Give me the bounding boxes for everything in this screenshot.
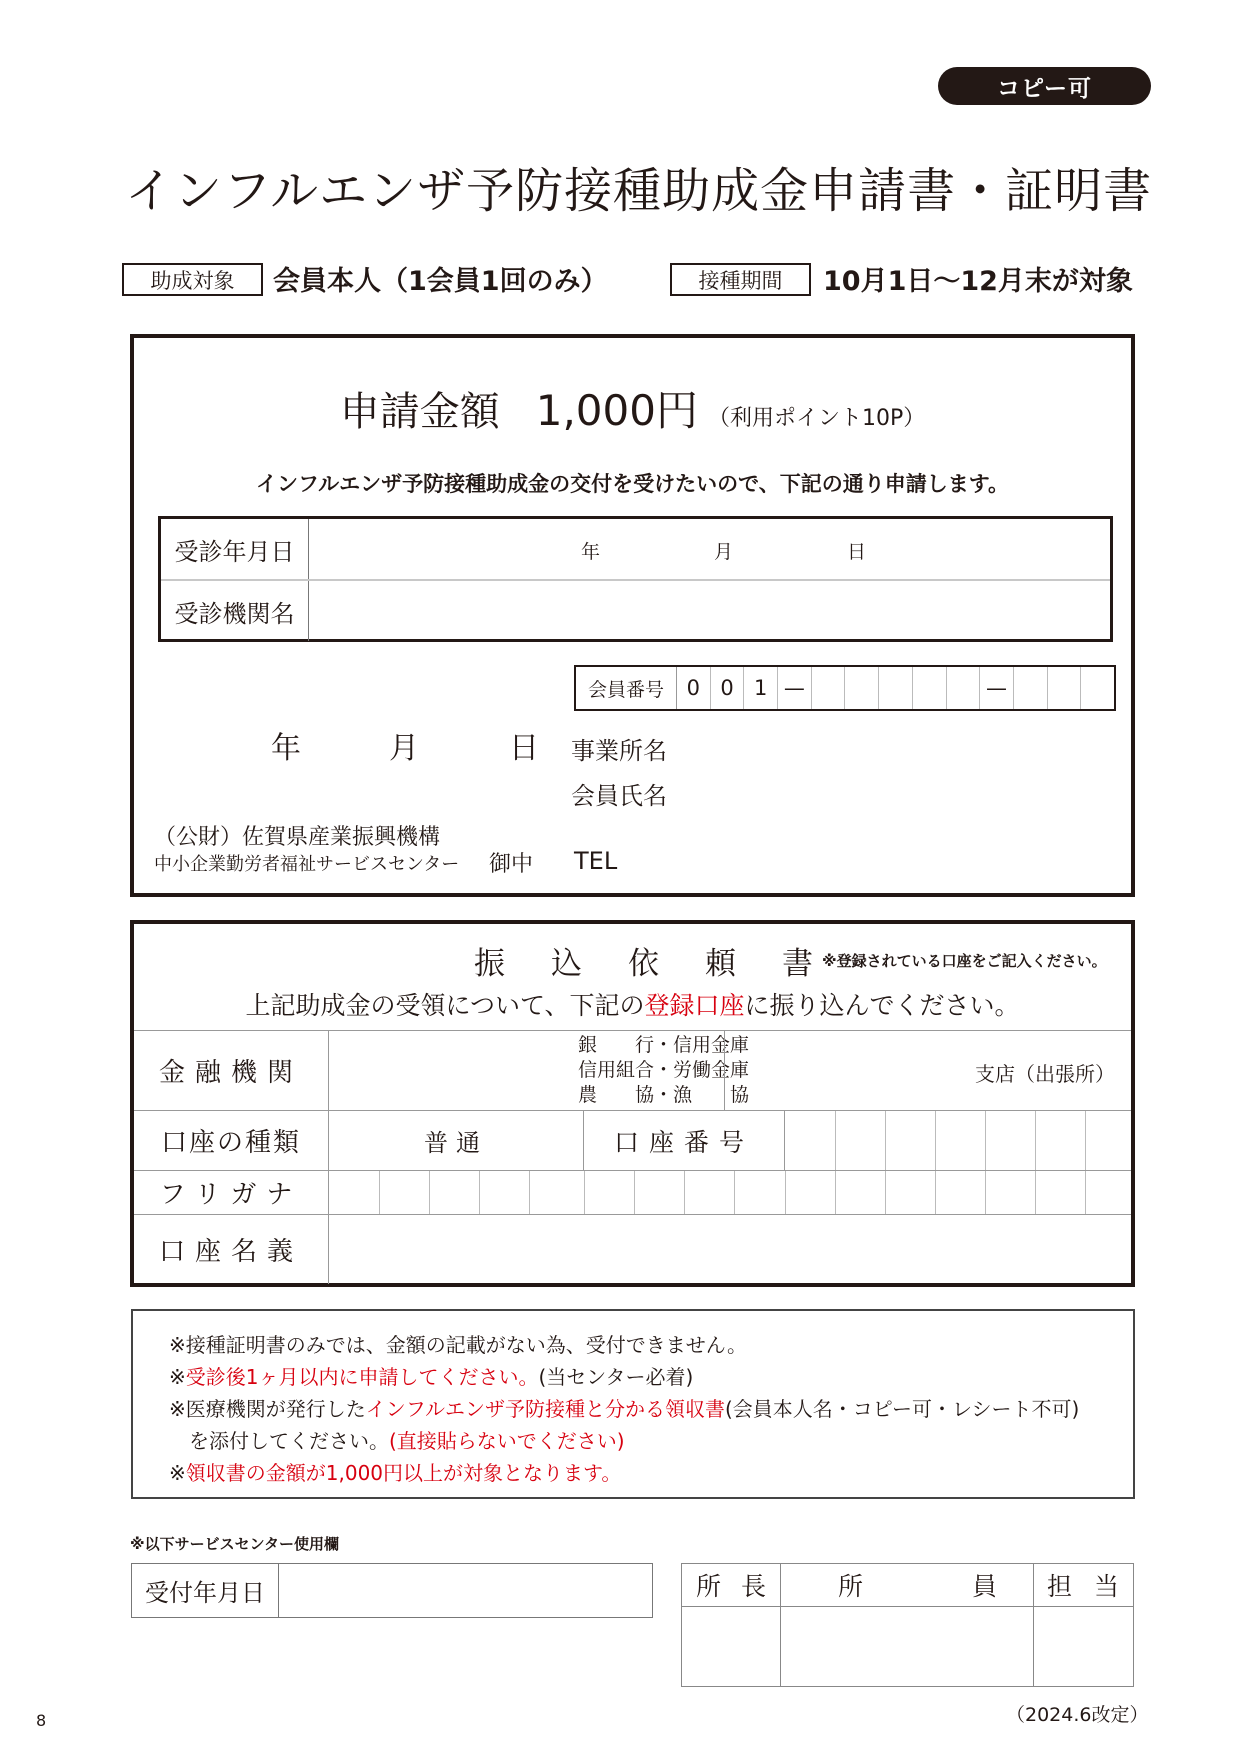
office-use-label: ※以下サービスセンター使用欄 xyxy=(130,1535,339,1553)
note-text-red: (直接貼らないでください) xyxy=(389,1429,625,1453)
tel-field[interactable] xyxy=(624,843,1104,877)
member-number-cell[interactable] xyxy=(1081,667,1114,709)
institution-type: 農 協・漁 協 xyxy=(578,1084,750,1106)
furigana-cell[interactable] xyxy=(785,1171,836,1214)
clinic-field[interactable] xyxy=(309,581,1110,641)
account-type-row xyxy=(134,1111,1131,1171)
stamp-table xyxy=(681,1563,1134,1687)
furigana-cell[interactable] xyxy=(835,1171,886,1214)
member-number-cell[interactable] xyxy=(845,667,879,709)
member-number-box xyxy=(574,665,1116,711)
member-number-cell: — xyxy=(778,667,812,709)
revision-date: （2024.6改定） xyxy=(1006,1704,1149,1726)
application-month-unit: 月 xyxy=(389,731,419,766)
furigana-cell[interactable] xyxy=(379,1171,430,1214)
institution-name-field[interactable] xyxy=(329,1031,573,1110)
note-text: (当センター必着) xyxy=(538,1365,694,1389)
member-number-cell[interactable] xyxy=(913,667,947,709)
furigana-cell[interactable] xyxy=(584,1171,635,1214)
received-date-box xyxy=(131,1563,653,1618)
furigana-row xyxy=(134,1171,1131,1215)
application-section xyxy=(130,334,1135,897)
stamp-header-char: 所 xyxy=(838,1572,864,1601)
application-day-unit: 日 xyxy=(509,731,539,766)
points-note: （利用ポイント10P） xyxy=(707,406,926,431)
visit-date-field[interactable] xyxy=(309,519,1110,579)
account-number-cell[interactable] xyxy=(985,1111,1036,1170)
stamp-header-char: 当 xyxy=(1093,1572,1119,1601)
transfer-title-char: 依 xyxy=(628,946,659,982)
account-type-label: 口座の種類 xyxy=(134,1111,329,1170)
account-name-row xyxy=(134,1215,1131,1284)
stamp-header-char: 長 xyxy=(740,1572,766,1601)
note-item xyxy=(169,1457,621,1486)
account-name-field[interactable] xyxy=(329,1215,1131,1284)
received-date-field[interactable] xyxy=(279,1564,652,1617)
member-number-cell[interactable]: 0 xyxy=(711,667,745,709)
member-name-field[interactable] xyxy=(694,771,1104,807)
transfer-section xyxy=(130,920,1135,1287)
furigana-cell[interactable] xyxy=(329,1171,380,1214)
stamp-header-director xyxy=(682,1564,780,1607)
clinic-row xyxy=(161,581,1110,641)
member-name-label: 会員氏名 xyxy=(571,782,667,810)
page-number: 8 xyxy=(36,1711,47,1730)
visit-month-unit: 月 xyxy=(714,541,734,563)
visit-day-unit: 日 xyxy=(847,541,867,563)
notes-box xyxy=(131,1309,1135,1499)
furigana-cell[interactable] xyxy=(479,1171,530,1214)
office-name-field[interactable] xyxy=(694,726,1104,762)
amount-label: 申請金額 xyxy=(339,389,500,435)
note-text-red: 領収書の金額が1,000円以上が対象となります。 xyxy=(185,1461,622,1485)
account-number-cell[interactable] xyxy=(785,1111,836,1170)
furigana-cell[interactable] xyxy=(734,1171,786,1214)
received-date-label: 受付年月日 xyxy=(132,1564,279,1617)
person-in-charge-stamp-field[interactable] xyxy=(1033,1608,1133,1686)
registered-account-highlight: 登録口座 xyxy=(644,991,745,1020)
note-item xyxy=(169,1393,1079,1422)
staff-stamp-field[interactable] xyxy=(780,1608,1033,1686)
application-intro: インフルエンザ予防接種助成金の交付を受けたいので、下記の通り申請します。 xyxy=(255,472,1010,496)
visit-date-label: 受診年月日 xyxy=(161,519,309,579)
account-number-cell[interactable] xyxy=(1035,1111,1086,1170)
member-number-cell: — xyxy=(980,667,1014,709)
stamp-header-char: 所 xyxy=(696,1572,722,1601)
period-tag-label: 接種期間 xyxy=(698,268,783,293)
furigana-cell[interactable] xyxy=(1085,1171,1131,1214)
member-number-label: 会員番号 xyxy=(576,667,677,709)
note-text: ※医療機関が発行した xyxy=(169,1397,366,1421)
period-tag xyxy=(670,263,811,296)
member-number-cell[interactable] xyxy=(1048,667,1082,709)
bank-grid xyxy=(134,1030,1131,1284)
note-text: ※ xyxy=(169,1365,186,1389)
account-number-cell[interactable] xyxy=(885,1111,936,1170)
page-title: インフルエンザ予防接種助成金申請書・証明書 xyxy=(125,163,1153,219)
note-item xyxy=(169,1329,747,1358)
institution-types xyxy=(578,1033,750,1108)
furigana-cell[interactable] xyxy=(985,1171,1036,1214)
member-number-cell[interactable] xyxy=(812,667,846,709)
visit-date-row xyxy=(161,519,1110,581)
institution-type: 銀 行・信用金庫 xyxy=(578,1034,750,1056)
member-number-cell[interactable]: 1 xyxy=(744,667,778,709)
badge-label: コピー可 xyxy=(996,75,1093,102)
target-tag xyxy=(122,263,263,296)
account-number-cell[interactable] xyxy=(835,1111,886,1170)
transfer-intro-text: 上記助成金の受領について、下記の xyxy=(245,991,645,1020)
stamp-header-person-in-charge xyxy=(1033,1564,1133,1607)
note-text: ※接種証明書のみでは、金額の記載がない為、受付できません。 xyxy=(169,1333,747,1357)
transfer-title xyxy=(474,938,813,983)
transfer-intro-text: に振り込んでください。 xyxy=(744,991,1020,1020)
copy-allowed-badge xyxy=(938,67,1151,105)
institution-type: 信用組合・労働金庫 xyxy=(578,1059,750,1081)
transfer-note: ※登録されている口座をご記入ください。 xyxy=(822,952,1107,970)
account-name-label: 口座名義 xyxy=(134,1215,329,1284)
transfer-title-char: 込 xyxy=(551,946,582,982)
director-stamp-field[interactable] xyxy=(682,1608,780,1686)
account-number-label: 口座番号 xyxy=(584,1111,785,1170)
stamp-header-staff xyxy=(780,1564,1033,1607)
period-value: 10月1日～12月末が対象 xyxy=(823,266,1133,297)
stamp-header-char: 担 xyxy=(1047,1572,1073,1601)
note-text-red: 受診後1ヶ月以内に申請してください。 xyxy=(185,1365,539,1389)
note-text-red: インフルエンザ予防接種と分かる領収書 xyxy=(365,1397,725,1421)
addressee-line1: （公財）佐賀県産業振興機構 xyxy=(154,825,441,850)
branch-name-field[interactable] xyxy=(725,1031,1005,1110)
note-text: を添付してください。 xyxy=(169,1429,389,1453)
furigana-cell[interactable] xyxy=(935,1171,986,1214)
transfer-title-char: 頼 xyxy=(705,946,736,982)
branch-label: 支店（出張所） xyxy=(975,1062,1115,1086)
target-value: 会員本人（1会員1回のみ） xyxy=(273,266,608,297)
member-number-cell[interactable] xyxy=(947,667,981,709)
clinic-label: 受診機関名 xyxy=(161,581,309,641)
note-text: ※ xyxy=(169,1461,186,1485)
tel-label: TEL xyxy=(574,847,618,875)
transfer-title-char: 振 xyxy=(474,946,505,982)
institution-row xyxy=(134,1031,1131,1111)
note-text: (会員本人名・コピー可・レシート不可) xyxy=(724,1397,1080,1421)
office-name-label: 事業所名 xyxy=(571,737,667,765)
account-number-cell[interactable] xyxy=(935,1111,986,1170)
member-number-cell[interactable] xyxy=(879,667,913,709)
application-year-unit: 年 xyxy=(271,731,301,766)
addressee-honorific: 御中 xyxy=(489,852,534,877)
member-number-cell[interactable]: 0 xyxy=(677,667,711,709)
furigana-cell[interactable] xyxy=(1035,1171,1086,1214)
amount-line xyxy=(134,378,1131,438)
account-number-cell[interactable] xyxy=(1085,1111,1131,1170)
stamp-header-char: 員 xyxy=(971,1572,997,1601)
amount-value: 1,000円 xyxy=(535,386,698,435)
transfer-title-char: 書 xyxy=(782,946,813,982)
member-number-cell[interactable] xyxy=(1014,667,1048,709)
account-type-value[interactable]: 普通 xyxy=(329,1111,584,1170)
visit-year-unit: 年 xyxy=(581,541,601,563)
institution-label: 金融機関 xyxy=(134,1031,329,1110)
note-item xyxy=(169,1425,625,1454)
furigana-cell[interactable] xyxy=(529,1171,585,1214)
furigana-cell[interactable] xyxy=(885,1171,936,1214)
furigana-cell[interactable] xyxy=(634,1171,685,1214)
note-item xyxy=(169,1361,693,1390)
furigana-cell[interactable] xyxy=(684,1171,735,1214)
furigana-cell[interactable] xyxy=(429,1171,480,1214)
visit-table xyxy=(158,516,1113,642)
addressee-line2: 中小企業勤労者福祉サービスセンター xyxy=(154,854,460,875)
furigana-label: フリガナ xyxy=(134,1171,329,1214)
target-tag-label: 助成対象 xyxy=(150,268,235,293)
transfer-intro xyxy=(134,986,1131,1022)
